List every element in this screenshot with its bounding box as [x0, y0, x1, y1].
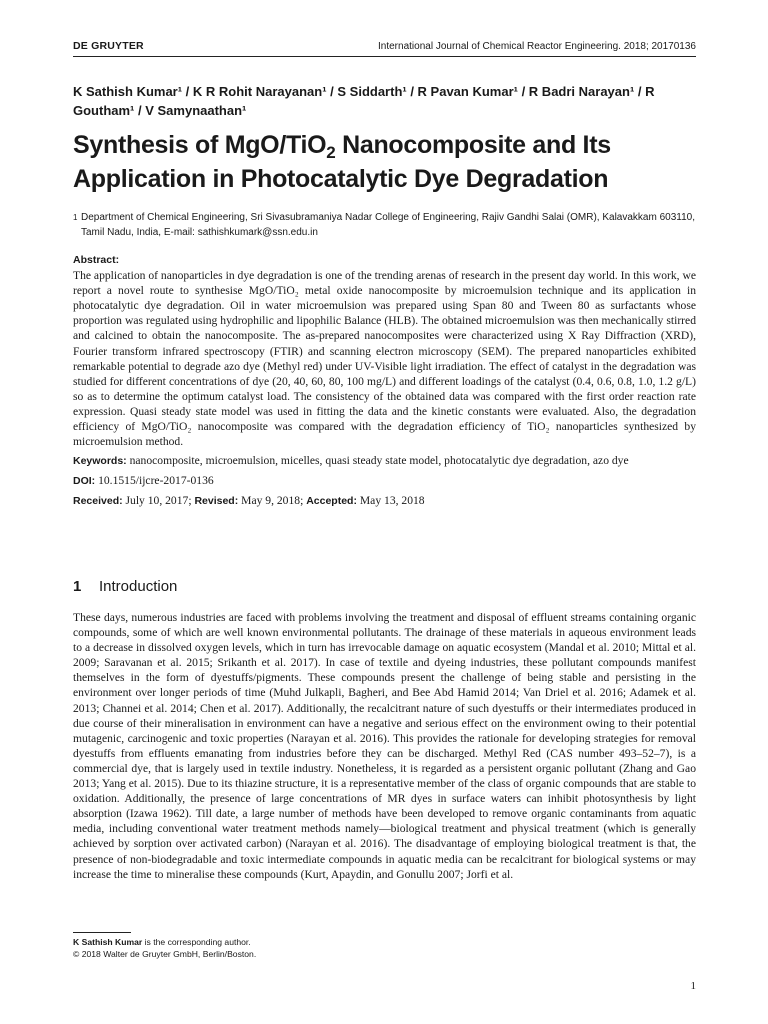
keywords-text: nanocomposite, microemulsion, micelles, quasi steady state model, photocatalytic dye degradation, azo dye: [129, 454, 629, 468]
affiliation: [73, 210, 696, 240]
section-heading: [73, 578, 696, 595]
received-label: Received:: [73, 495, 123, 508]
revised-date: May 9, 2018;: [241, 494, 304, 508]
received-date: July 10, 2017;: [125, 494, 192, 508]
footnote-divider: [73, 932, 131, 933]
title-part-1: Synthesis of MgO/TiO: [73, 131, 327, 159]
corresponding-author-rest: is the corresponding author.: [142, 937, 251, 947]
header-divider: [73, 56, 696, 57]
abstract-label: Abstract:: [73, 254, 120, 266]
keywords-line: [73, 453, 696, 469]
section-title: Introduction: [99, 578, 178, 595]
copyright-note: © 2018 Walter de Gruyter GmbH, Berlin/Boston.: [73, 949, 257, 959]
doi-label: DOI:: [73, 475, 96, 488]
paper-title: [73, 128, 713, 196]
keywords-label: Keywords:: [73, 455, 127, 468]
running-header: [73, 40, 696, 52]
corresponding-author-note: [73, 936, 573, 948]
accepted-date: May 13, 2018: [359, 494, 425, 508]
revised-label: Revised:: [194, 495, 239, 508]
publisher-name: DE GRUYTER: [73, 40, 144, 52]
title-part-2: Nanocomposite and Its Application in Photocatalytic Dye Degradation: [73, 131, 611, 193]
page-number: 1: [690, 980, 696, 992]
corresponding-author-name: K Sathish Kumar: [73, 937, 143, 947]
affiliation-marker: 1: [73, 213, 78, 222]
affiliation-text: Department of Chemical Engineering, Sri Sivasubramaniya Nadar College of Engineering, Rajiv Gandhi Salai (OMR), Kalavakkam 603110, Tamil Nadu, India, E-mail: sathishkumark@ssn.edu.in: [81, 212, 696, 238]
abstract-block: [73, 253, 696, 510]
abstract-text: The application of nanoparticles in dye degradation is one of the trending arenas of research in the present day world. In this work, we report a novel route to synthesise MgO/TiO₂ metal oxide nanocomposite by microemulsion technique and its application in photocatalytic dye degradation. Oil in water microemulsion was prepared using Span 80 and Tween 80 as surfactants whose proportion was regulated using hydrophilic and lipophilic Balance (HLB). The obtained microemulsion was then mechanically stirred and calcined to obtain the nanocomposite. The as-prepared nanocomposites were characterized using X Ray Diffraction (XRD), Fourier transform infrared spectroscopy (FTIR) and scanning electron microscopy (SEM). The prepared nanoparticles exhibited remarkable potential to degrade azo dye (Methyl red) under UV-Visible light irradiation. The effect of catalyst in the degradation was studied for different concentrations of dye (20, 40, 60, 80, 100 mg/L) and different loadings of the catalyst (0.4, 0.6, 0.8, 1.0, 1.2 g/L) so as to determine the optimum catalyst load. The consistency of the obtained data was compared with the first order reaction rate expression. Quasi steady state model was used in fitting the data and the kinetic constants were evaluated. Also, the degradation efficiency of MgO/TiO₂ nanocomposite was compared with the degradation efficiency of TiO₂ nanoparticles synthesized by microemulsion method.: [73, 269, 696, 449]
doi-link[interactable]: 10.1515/ijcre-2017-0136: [98, 474, 214, 488]
accepted-label: Accepted:: [306, 495, 357, 508]
title-subscript: 2: [326, 143, 336, 162]
journal-reference: International Journal of Chemical Reactor Engineering. 2018; 20170136: [378, 41, 696, 52]
section-number: 1: [73, 578, 82, 595]
dates-line: [73, 493, 696, 509]
author-list: K Sathish Kumar¹ / K R Rohit Narayanan¹ / S Siddarth¹ / R Pavan Kumar¹ / R Badri Narayan¹ / R Goutham¹ / V Samynaathan¹: [73, 84, 655, 118]
footnotes: [73, 936, 573, 960]
doi-line: [73, 473, 696, 489]
introduction-text: These days, numerous industries are faced with problems involving the treatment and disposal of effluent streams containing organic compounds, some of which are well known environmental pollutants. The drainage of these materials in aqueous environment leads to a decrease in dissolved oxygen levels, which in turn has irrevocable damage on aquatic ecosystem (Mandal et al. 2010; Mittal et al. 2009; Saravanan et al. 2015; Srikanth et al. 2017). In case of textile and dyeing industries, these pollutant compounds manifest themselves in the form of dyestuffs/pigments. These compounds present the challenge of being stable and persisting in the environment over longer periods of time (Muhd Julkapli, Bagheri, and Bee Abd Hamid 2014; Van Driel et al. 2016; Adamek et al. 2013; Channei et al. 2014; Chen et al. 2017). Additionally, the recalcitrant nature of such dyestuffs or their intermediates produced in due course of their mineralisation in environment can have a negative and serious effect on the environment owing to their potential mutagenic, carcinogenic and toxic properties (Narayan et al. 2016). This provides the rationale for developing strategies for removal dyestuffs from effluents emanating from industries before they can be discharged. Methyl Red (CAS number 493–52–7), is a commercial dye, that is largely used in textile industry. Nonetheless, it is regarded as a persistent organic pollutant (Zhang and Gao 2013; Yang et al. 2015). Due to its thiazine structure, it is a representative member of the class of organic compounds that are stable to oxidation. Additionally, the presence of large concentrations of MR dyes in surface waters can inhibit photosynthesis by light absorption (Izawa 1962). Till date, a large number of methods have been developed to remove organic contaminants from aquatic media, including conventional water treatment methods namely—biological treatment and physical treatment (which is generally achieved by sorption over activated carbon) (Narayan et al. 2016). The disadvantage of employing biological treatment is that, the presence of non-biodegradable and toxic intermediate compounds in aquatic media can be recalcitrant for biological systems or may increase the time to mineralise these compounds (Kurt, Apaydin, and Gonullu 2007; Jorfi et al.: [73, 611, 696, 881]
